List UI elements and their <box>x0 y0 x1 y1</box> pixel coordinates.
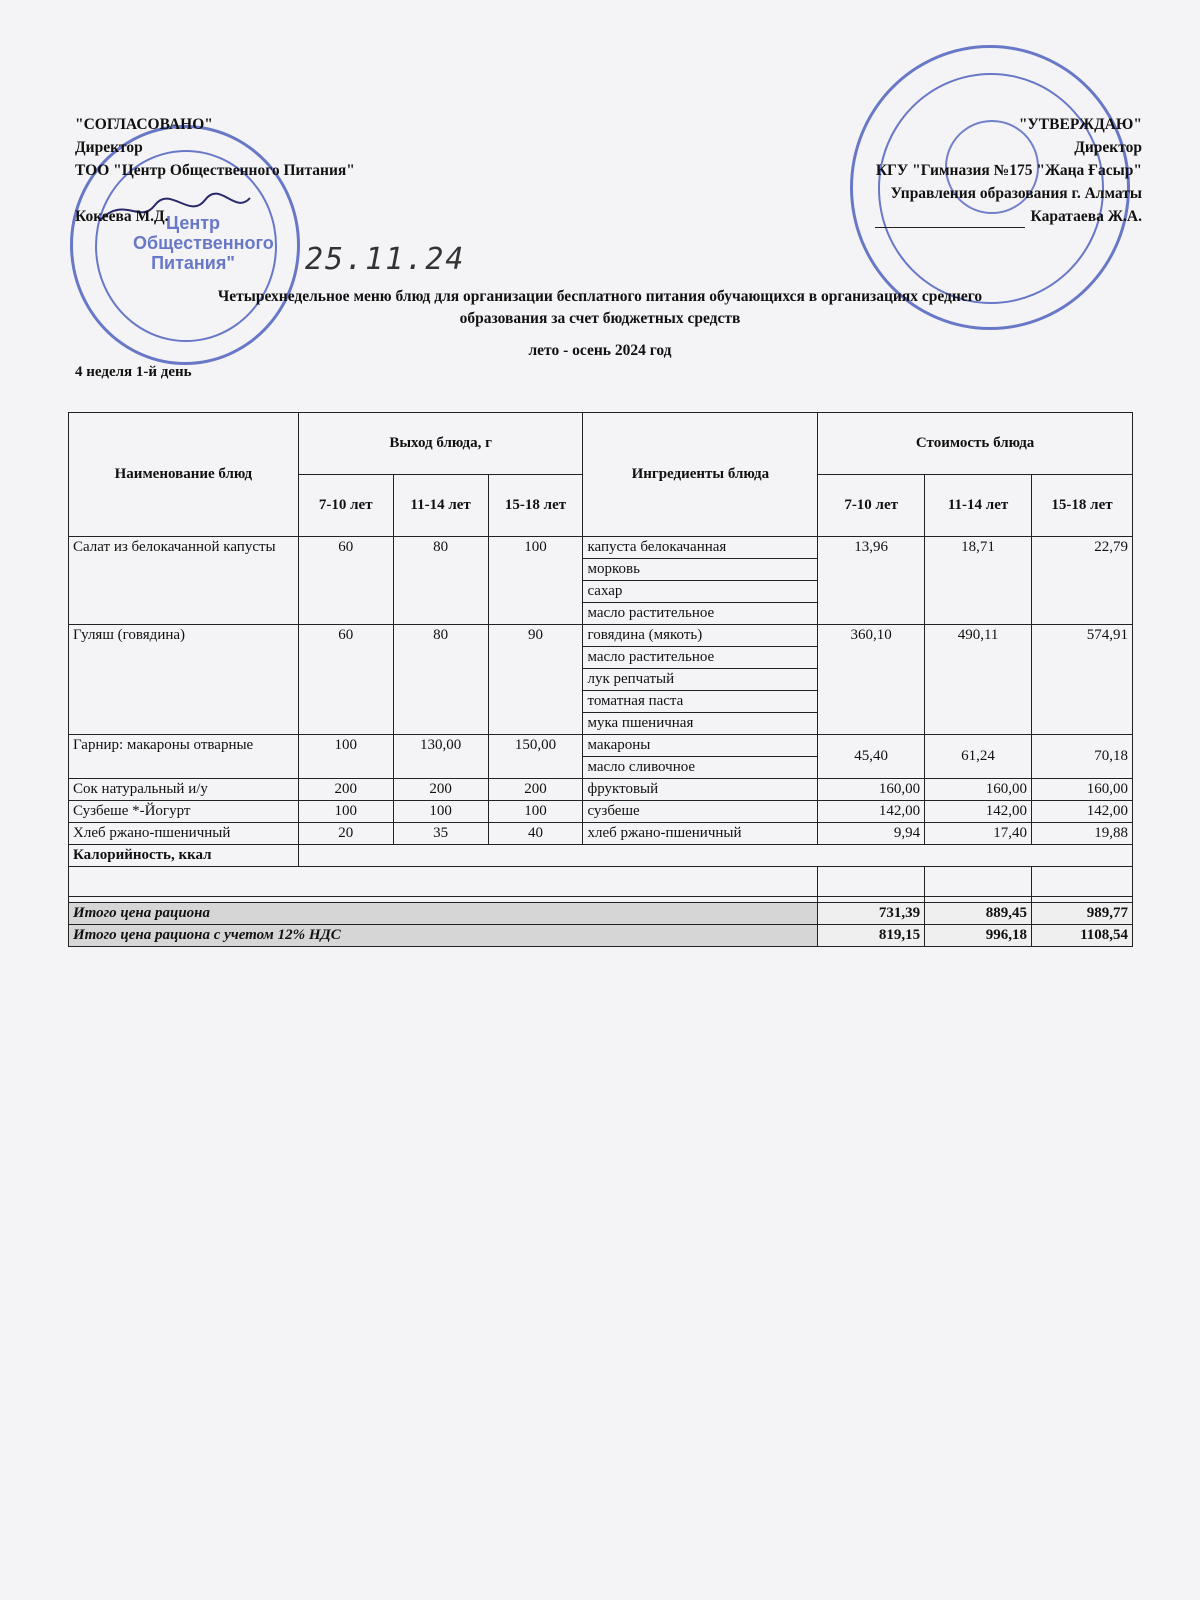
title-line-2: образования за счет бюджетных средств <box>459 310 741 327</box>
cost-cell: 360,10 <box>818 625 925 735</box>
header-cost-age-1: 7-10 лет <box>818 475 925 537</box>
cost-cell: 61,24 <box>925 735 1032 779</box>
table-row <box>69 779 1133 801</box>
approval-left-name: Кокеева М.Д. <box>75 208 169 225</box>
ingredient-cell: говядина (мякоть) <box>583 625 818 647</box>
header-yield-age-1: 7-10 лет <box>298 475 393 537</box>
empty-row <box>69 867 1133 897</box>
total-cell: 731,39 <box>818 903 925 925</box>
stamp-left-text: Центр Общественного Питания" <box>133 213 274 273</box>
cost-cell: 142,00 <box>818 801 925 823</box>
total-cell: 889,45 <box>925 903 1032 925</box>
header-dish-name: Наименование блюд <box>69 413 299 537</box>
total-label: Итого цена рациона <box>69 903 818 925</box>
ingredient-cell: морковь <box>583 559 818 581</box>
table-row <box>69 823 1133 845</box>
yield-cell: 130,00 <box>393 735 488 779</box>
signature-line <box>875 213 1025 228</box>
cost-cell: 574,91 <box>1032 625 1133 735</box>
total-row <box>69 903 1133 925</box>
cost-cell: 160,00 <box>818 779 925 801</box>
yield-cell: 100 <box>298 801 393 823</box>
total-vat-row <box>69 925 1133 947</box>
handwritten-date: 25.11.24 <box>305 242 466 277</box>
header-yield-age-2: 11-14 лет <box>393 475 488 537</box>
yield-cell: 40 <box>488 823 583 845</box>
approval-left-org: ТОО "Центр Общественного Питания" <box>75 162 355 179</box>
yield-cell: 60 <box>298 625 393 735</box>
dish-name: Салат из белокачанной капусты <box>69 537 299 625</box>
calories-label: Калорийность, ккал <box>69 845 299 867</box>
yield-cell: 200 <box>298 779 393 801</box>
header-yield-age-3: 15-18 лет <box>488 475 583 537</box>
header-yield: Выход блюда, г <box>298 413 583 475</box>
cost-cell: 70,18 <box>1032 735 1133 779</box>
dish-name: Сузбеше *-Йогурт <box>69 801 299 823</box>
total-cell: 989,77 <box>1032 903 1133 925</box>
yield-cell: 90 <box>488 625 583 735</box>
approval-right-name: Каратаева Ж.А. <box>1030 208 1142 225</box>
ingredient-cell: томатная паста <box>583 691 818 713</box>
cost-cell: 17,40 <box>925 823 1032 845</box>
yield-cell: 35 <box>393 823 488 845</box>
ingredient-cell: хлеб ржано-пшеничный <box>583 823 818 845</box>
cost-cell: 18,71 <box>925 537 1032 625</box>
cost-cell: 22,79 <box>1032 537 1133 625</box>
cost-cell: 160,00 <box>925 779 1032 801</box>
title-line-1: Четырехнедельное меню блюд для организации бесплатного питания обучающихся в организациях среднего <box>217 288 983 305</box>
season-subtitle: лето - осень 2024 год <box>528 342 672 359</box>
table-row <box>69 537 1133 559</box>
table-row <box>69 801 1133 823</box>
menu-table <box>68 412 1133 947</box>
dish-name: Хлеб ржано-пшеничный <box>69 823 299 845</box>
yield-cell: 80 <box>393 625 488 735</box>
ingredient-cell: масло сливочное <box>583 757 818 779</box>
ingredient-cell: масло растительное <box>583 647 818 669</box>
ingredient-cell: сузбеше <box>583 801 818 823</box>
week-day-label: 4 неделя 1-й день <box>75 364 192 380</box>
yield-cell: 150,00 <box>488 735 583 779</box>
cost-cell: 19,88 <box>1032 823 1133 845</box>
cost-cell: 13,96 <box>818 537 925 625</box>
yield-cell: 100 <box>393 801 488 823</box>
table-row <box>69 735 1133 757</box>
cost-cell: 160,00 <box>1032 779 1133 801</box>
ingredient-cell: лук репчатый <box>583 669 818 691</box>
ingredient-cell: сахар <box>583 581 818 603</box>
cost-cell: 142,00 <box>925 801 1032 823</box>
yield-cell: 100 <box>298 735 393 779</box>
header-cost-age-3: 15-18 лет <box>1032 475 1133 537</box>
yield-cell: 60 <box>298 537 393 625</box>
approval-left <box>75 113 355 228</box>
total-vat-cell: 1108,54 <box>1032 925 1133 947</box>
total-vat-label: Итого цена рациона с учетом 12% НДС <box>69 925 818 947</box>
yield-cell: 200 <box>393 779 488 801</box>
menu-table-body <box>69 537 1133 947</box>
dish-name: Гарнир: макароны отварные <box>69 735 299 779</box>
cost-cell: 490,11 <box>925 625 1032 735</box>
yield-cell: 80 <box>393 537 488 625</box>
ingredient-cell: капуста белокачанная <box>583 537 818 559</box>
approval-left-heading: "СОГЛАСОВАНО" <box>75 116 213 133</box>
cost-cell: 45,40 <box>818 735 925 779</box>
approval-right-org: КГУ "Гимназия №175 "Жаңа Ғасыр" <box>875 162 1142 179</box>
header-cost: Стоимость блюда <box>818 413 1133 475</box>
dish-name: Сок натуральный и/у <box>69 779 299 801</box>
yield-cell: 100 <box>488 801 583 823</box>
ingredient-cell: масло растительное <box>583 603 818 625</box>
approval-right <box>875 113 1142 228</box>
approval-left-role: Директор <box>75 139 143 156</box>
yield-cell: 200 <box>488 779 583 801</box>
total-vat-cell: 819,15 <box>818 925 925 947</box>
document-title <box>60 286 1140 330</box>
total-vat-cell: 996,18 <box>925 925 1032 947</box>
ingredient-cell: мука пшеничная <box>583 713 818 735</box>
approval-right-heading: "УТВЕРЖДАЮ" <box>1018 116 1142 133</box>
cost-cell: 9,94 <box>818 823 925 845</box>
table-row <box>69 625 1133 647</box>
approval-right-role: Директор <box>1074 139 1142 156</box>
header-ingredients: Ингредиенты блюда <box>583 413 818 537</box>
ingredient-cell: макароны <box>583 735 818 757</box>
header-cost-age-2: 11-14 лет <box>925 475 1032 537</box>
ingredient-cell: фруктовый <box>583 779 818 801</box>
approval-right-dept: Управления образования г. Алматы <box>890 185 1142 202</box>
calories-row <box>69 845 1133 867</box>
cost-cell: 142,00 <box>1032 801 1133 823</box>
yield-cell: 20 <box>298 823 393 845</box>
yield-cell: 100 <box>488 537 583 625</box>
dish-name: Гуляш (говядина) <box>69 625 299 735</box>
